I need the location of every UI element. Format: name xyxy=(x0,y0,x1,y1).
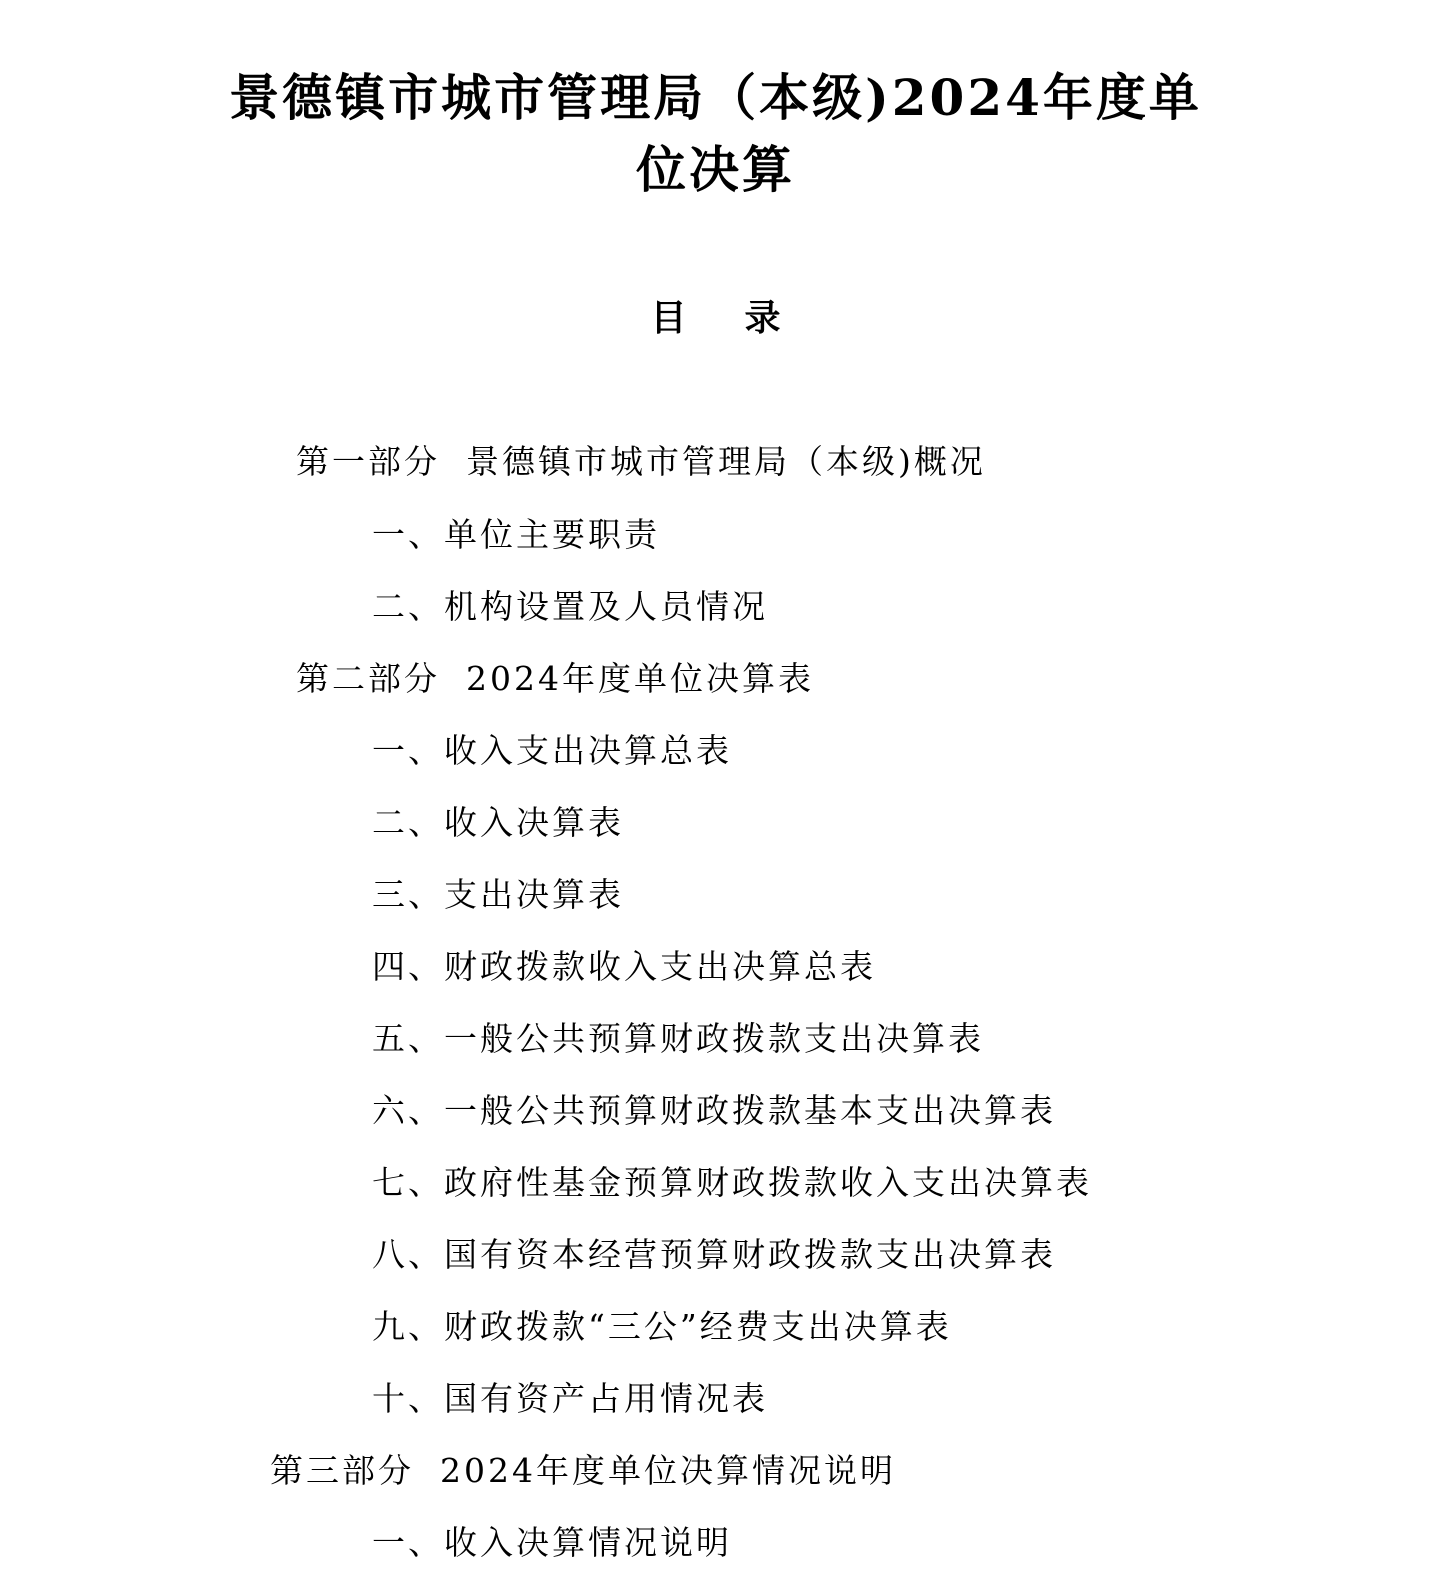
toc-item[interactable]: 六、一般公共预算财政拨款基本支出决算表 xyxy=(372,1091,1056,1130)
toc-part-1[interactable] xyxy=(296,440,986,484)
toc-item[interactable]: 一、收入决算情况说明 xyxy=(372,1523,732,1562)
toc-item[interactable]: 九、财政拨款“三公”经费支出决算表 xyxy=(372,1307,952,1346)
toc-part-1-title: 景德镇市城市管理局（本级)概况 xyxy=(466,442,986,481)
document-title-line-2: 位决算 xyxy=(636,140,795,199)
toc-part-1-label: 第一部分 xyxy=(296,442,440,481)
toc-item[interactable]: 二、收入决算表 xyxy=(372,803,624,842)
toc-item[interactable]: 四、财政拨款收入支出决算总表 xyxy=(372,947,876,986)
toc-part-2-label: 第二部分 xyxy=(296,659,440,698)
toc-item[interactable]: 三、支出决算表 xyxy=(372,875,624,914)
toc-item[interactable]: 十、国有资产占用情况表 xyxy=(372,1379,768,1418)
toc-item[interactable]: 五、一般公共预算财政拨款支出决算表 xyxy=(372,1019,984,1058)
toc-item[interactable]: 二、机构设置及人员情况 xyxy=(372,587,768,626)
toc-item[interactable]: 一、收入支出决算总表 xyxy=(372,731,732,770)
toc-item[interactable]: 一、单位主要职责 xyxy=(372,515,660,554)
toc-part-2[interactable] xyxy=(296,657,814,701)
toc-item[interactable]: 八、国有资本经营预算财政拨款支出决算表 xyxy=(372,1235,1056,1274)
toc-part-3-label: 第三部分 xyxy=(270,1451,414,1490)
toc-part-2-title: 2024年度单位决算表 xyxy=(466,659,814,698)
toc-part-3[interactable] xyxy=(270,1449,896,1493)
toc-heading: 目录 xyxy=(650,297,839,339)
toc-item[interactable]: 七、政府性基金预算财政拨款收入支出决算表 xyxy=(372,1163,1092,1202)
document-title-line-1: 景德镇市城市管理局（本级)2024年度单 xyxy=(229,68,1202,127)
toc-part-3-title: 2024年度单位决算情况说明 xyxy=(440,1451,896,1490)
